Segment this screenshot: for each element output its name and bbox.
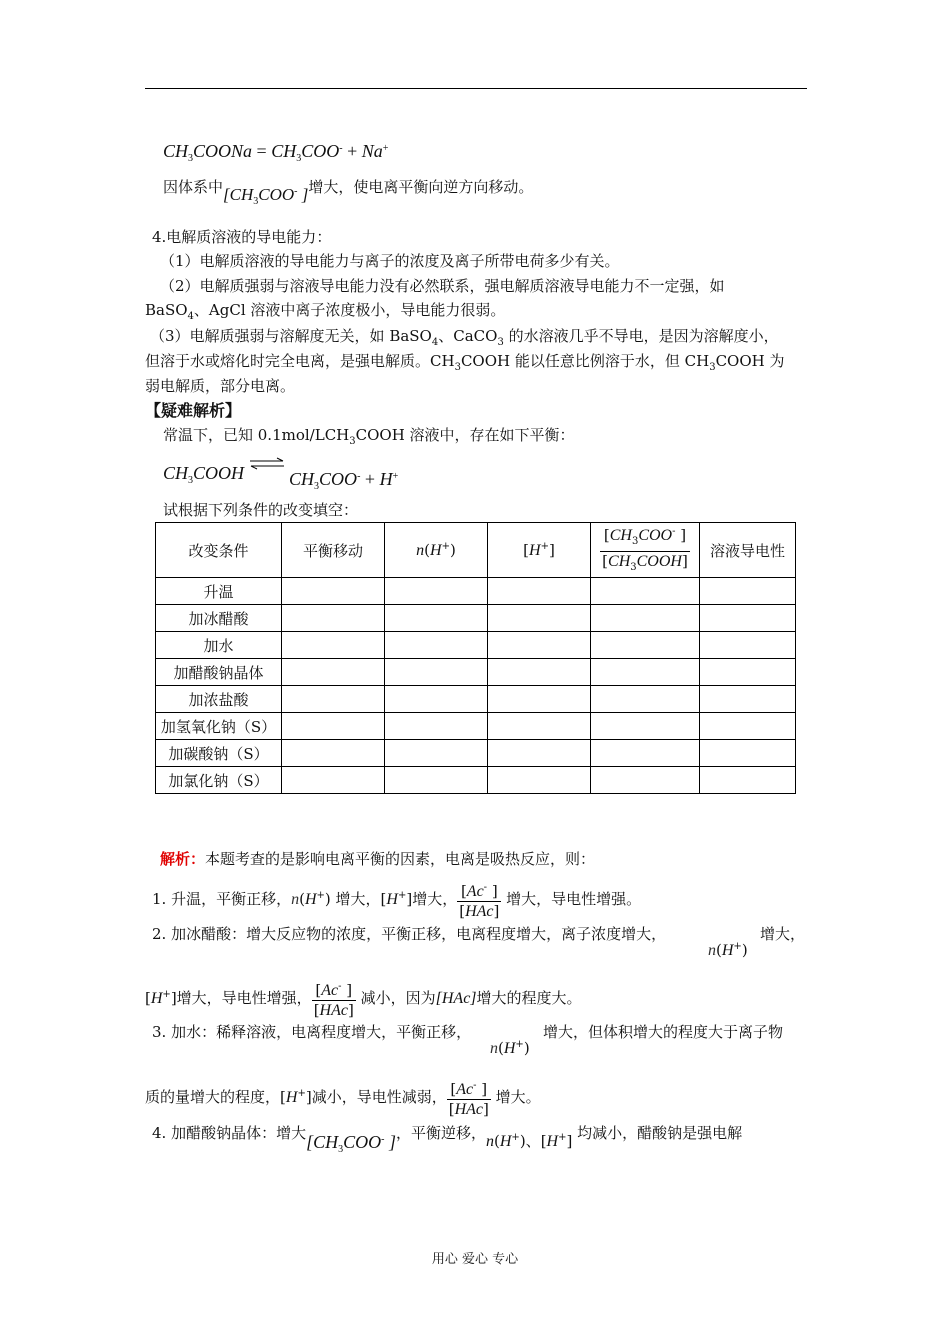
equation-sodium-acetate: $CH_3COONa = CH_3COO^- + Na^+$ <box>163 141 389 164</box>
header-h: [H+] <box>488 523 591 578</box>
table-row <box>156 713 796 740</box>
cell-ratio[interactable] <box>591 740 700 767</box>
cell-ratio[interactable] <box>591 632 700 659</box>
condition-table <box>155 522 796 794</box>
section4-p3c: 弱电解质，部分电离。 <box>145 377 296 395</box>
cell-h[interactable] <box>488 578 591 605</box>
page-footer: 用心 爱心 专心 <box>431 1252 519 1267</box>
solution-2-inc: 增大， <box>760 925 806 943</box>
section4-p1: （1）电解质溶液的导电能力与离子的浓度及离子所带电荷多少有关。 <box>160 252 620 270</box>
row-label: 加碳酸钠（S） <box>156 740 282 767</box>
analysis-heading: 【疑难解析】 <box>145 401 242 420</box>
header-nh: n(H+) <box>385 523 488 578</box>
table-row <box>156 578 796 605</box>
section4-p3b: 但溶于水或熔化时完全电离，是强电解质。$CH_3COOH$ 能以任意比例溶于水，但 $CH_3COOH$ 为 <box>145 352 785 373</box>
cell-nh[interactable] <box>385 767 488 794</box>
cell-shift[interactable] <box>282 578 385 605</box>
cell-nh[interactable] <box>385 605 488 632</box>
section4-p3a: （3）电解质强弱与溶解度无关，如 BaSO$_4$、CaCO$_3$ 的水溶液几乎不导电，是因为溶解度小， <box>150 327 779 348</box>
reverse-shift-line: 因体系中[$CH_3COO^-$ ]增大，使电离平衡向逆方向移动。 <box>163 178 534 207</box>
cell-conductivity[interactable] <box>700 740 796 767</box>
solution-intro: 解析：本题考查的是影响电离平衡的因素，电离是吸热反应，则： <box>160 850 596 868</box>
cell-conductivity[interactable] <box>700 686 796 713</box>
cell-ratio[interactable] <box>591 767 700 794</box>
solution-3a: 3. 加水：稀释溶液，电离程度增大，平衡正移， <box>152 1023 472 1041</box>
cell-ratio[interactable] <box>591 659 700 686</box>
solution-2a: 2. 加冰醋酸：增大反应物的浓度，平衡正移，电离程度增大，离子浓度增大， <box>152 925 667 943</box>
cell-shift[interactable] <box>282 767 385 794</box>
cell-nh[interactable] <box>385 740 488 767</box>
cell-nh[interactable] <box>385 713 488 740</box>
row-label: 加冰醋酸 <box>156 605 282 632</box>
solution-3-rest: 增大，但体积增大的程度大于离子物 <box>543 1023 784 1041</box>
row-label: 加醋酸钠晶体 <box>156 659 282 686</box>
cell-shift[interactable] <box>282 713 385 740</box>
row-label: 加氯化钠（S） <box>156 767 282 794</box>
fill-prompt: 试根据下列条件的改变填空： <box>163 501 359 519</box>
cell-ratio[interactable] <box>591 713 700 740</box>
table-row <box>156 740 796 767</box>
table-header-row <box>156 523 796 578</box>
cell-shift[interactable] <box>282 740 385 767</box>
section4-p2b: BaSO$_4$、AgCl 溶液中离子浓度极小，导电能力很弱。 <box>145 301 506 322</box>
cell-shift[interactable] <box>282 686 385 713</box>
cell-nh[interactable] <box>385 632 488 659</box>
cell-h[interactable] <box>488 605 591 632</box>
solution-1: 1. 升温，平衡正移，n(H+) 增大，[H+]增大， [Ac- ] [HAc] 增大，导电性增强。 <box>152 876 641 921</box>
cell-shift[interactable] <box>282 659 385 686</box>
cell-shift[interactable] <box>282 632 385 659</box>
row-label: 加水 <box>156 632 282 659</box>
cell-conductivity[interactable] <box>700 605 796 632</box>
cell-conductivity[interactable] <box>700 632 796 659</box>
cell-conductivity[interactable] <box>700 767 796 794</box>
cell-ratio[interactable] <box>591 686 700 713</box>
cell-conductivity[interactable] <box>700 713 796 740</box>
cell-nh[interactable] <box>385 686 488 713</box>
cell-shift[interactable] <box>282 605 385 632</box>
solution-3b: 质的量增大的程度，[H+]减小，导电性减弱， [Ac- ] [HAc] 增大。 <box>145 1073 541 1119</box>
header-shift: 平衡移动 <box>282 523 385 578</box>
cell-h[interactable] <box>488 767 591 794</box>
cell-conductivity[interactable] <box>700 659 796 686</box>
header-ratio: [$CH_3COO^-$ ] $[CH_3COOH]$ <box>591 523 700 578</box>
section4-p2a: （2）电解质强弱与溶液导电能力没有必然联系，强电解质溶液导电能力不一定强，如 <box>160 277 725 295</box>
section4-title: 4.电解质溶液的导电能力： <box>152 228 332 246</box>
cell-ratio[interactable] <box>591 605 700 632</box>
cell-h[interactable] <box>488 713 591 740</box>
cell-h[interactable] <box>488 632 591 659</box>
equilibrium-equation: $CH_3COOH$ $CH_3COO^- + H^+$ <box>163 457 398 492</box>
solution-label: 解析： <box>160 850 206 868</box>
cell-ratio[interactable] <box>591 578 700 605</box>
table-row <box>156 686 796 713</box>
cell-h[interactable] <box>488 659 591 686</box>
solution-4: 4. 加醋酸钠晶体：增大[$CH_3COO^-$ ]，平衡逆移，n(H+)、[H+] 均减小，醋酸钠是强电解 <box>152 1124 743 1155</box>
table-row <box>156 767 796 794</box>
cell-conductivity[interactable] <box>700 578 796 605</box>
table-row <box>156 605 796 632</box>
solution-2b: [H+]增大，导电性增强， [Ac- ] [HAc] 减小，因为[HAc]增大的程度大。 <box>145 974 582 1020</box>
header-conductivity: 溶液导电性 <box>700 523 796 578</box>
cell-h[interactable] <box>488 686 591 713</box>
cell-nh[interactable] <box>385 659 488 686</box>
question-intro: 常温下，已知 $0.1mol/LCH_3COOH$ 溶液中，存在如下平衡： <box>163 426 575 447</box>
equilibrium-arrows-icon <box>249 457 285 471</box>
table-row <box>156 632 796 659</box>
cell-h[interactable] <box>488 740 591 767</box>
row-label: 加氢氧化钠（S） <box>156 713 282 740</box>
header-condition: 改变条件 <box>156 523 282 578</box>
table-row <box>156 659 796 686</box>
cell-nh[interactable] <box>385 578 488 605</box>
row-label: 加浓盐酸 <box>156 686 282 713</box>
row-label: 升温 <box>156 578 282 605</box>
solution-3-nh: n(H+) <box>490 1039 530 1057</box>
header-rule <box>145 88 807 89</box>
solution-2-nh: n(H+) <box>708 941 748 959</box>
